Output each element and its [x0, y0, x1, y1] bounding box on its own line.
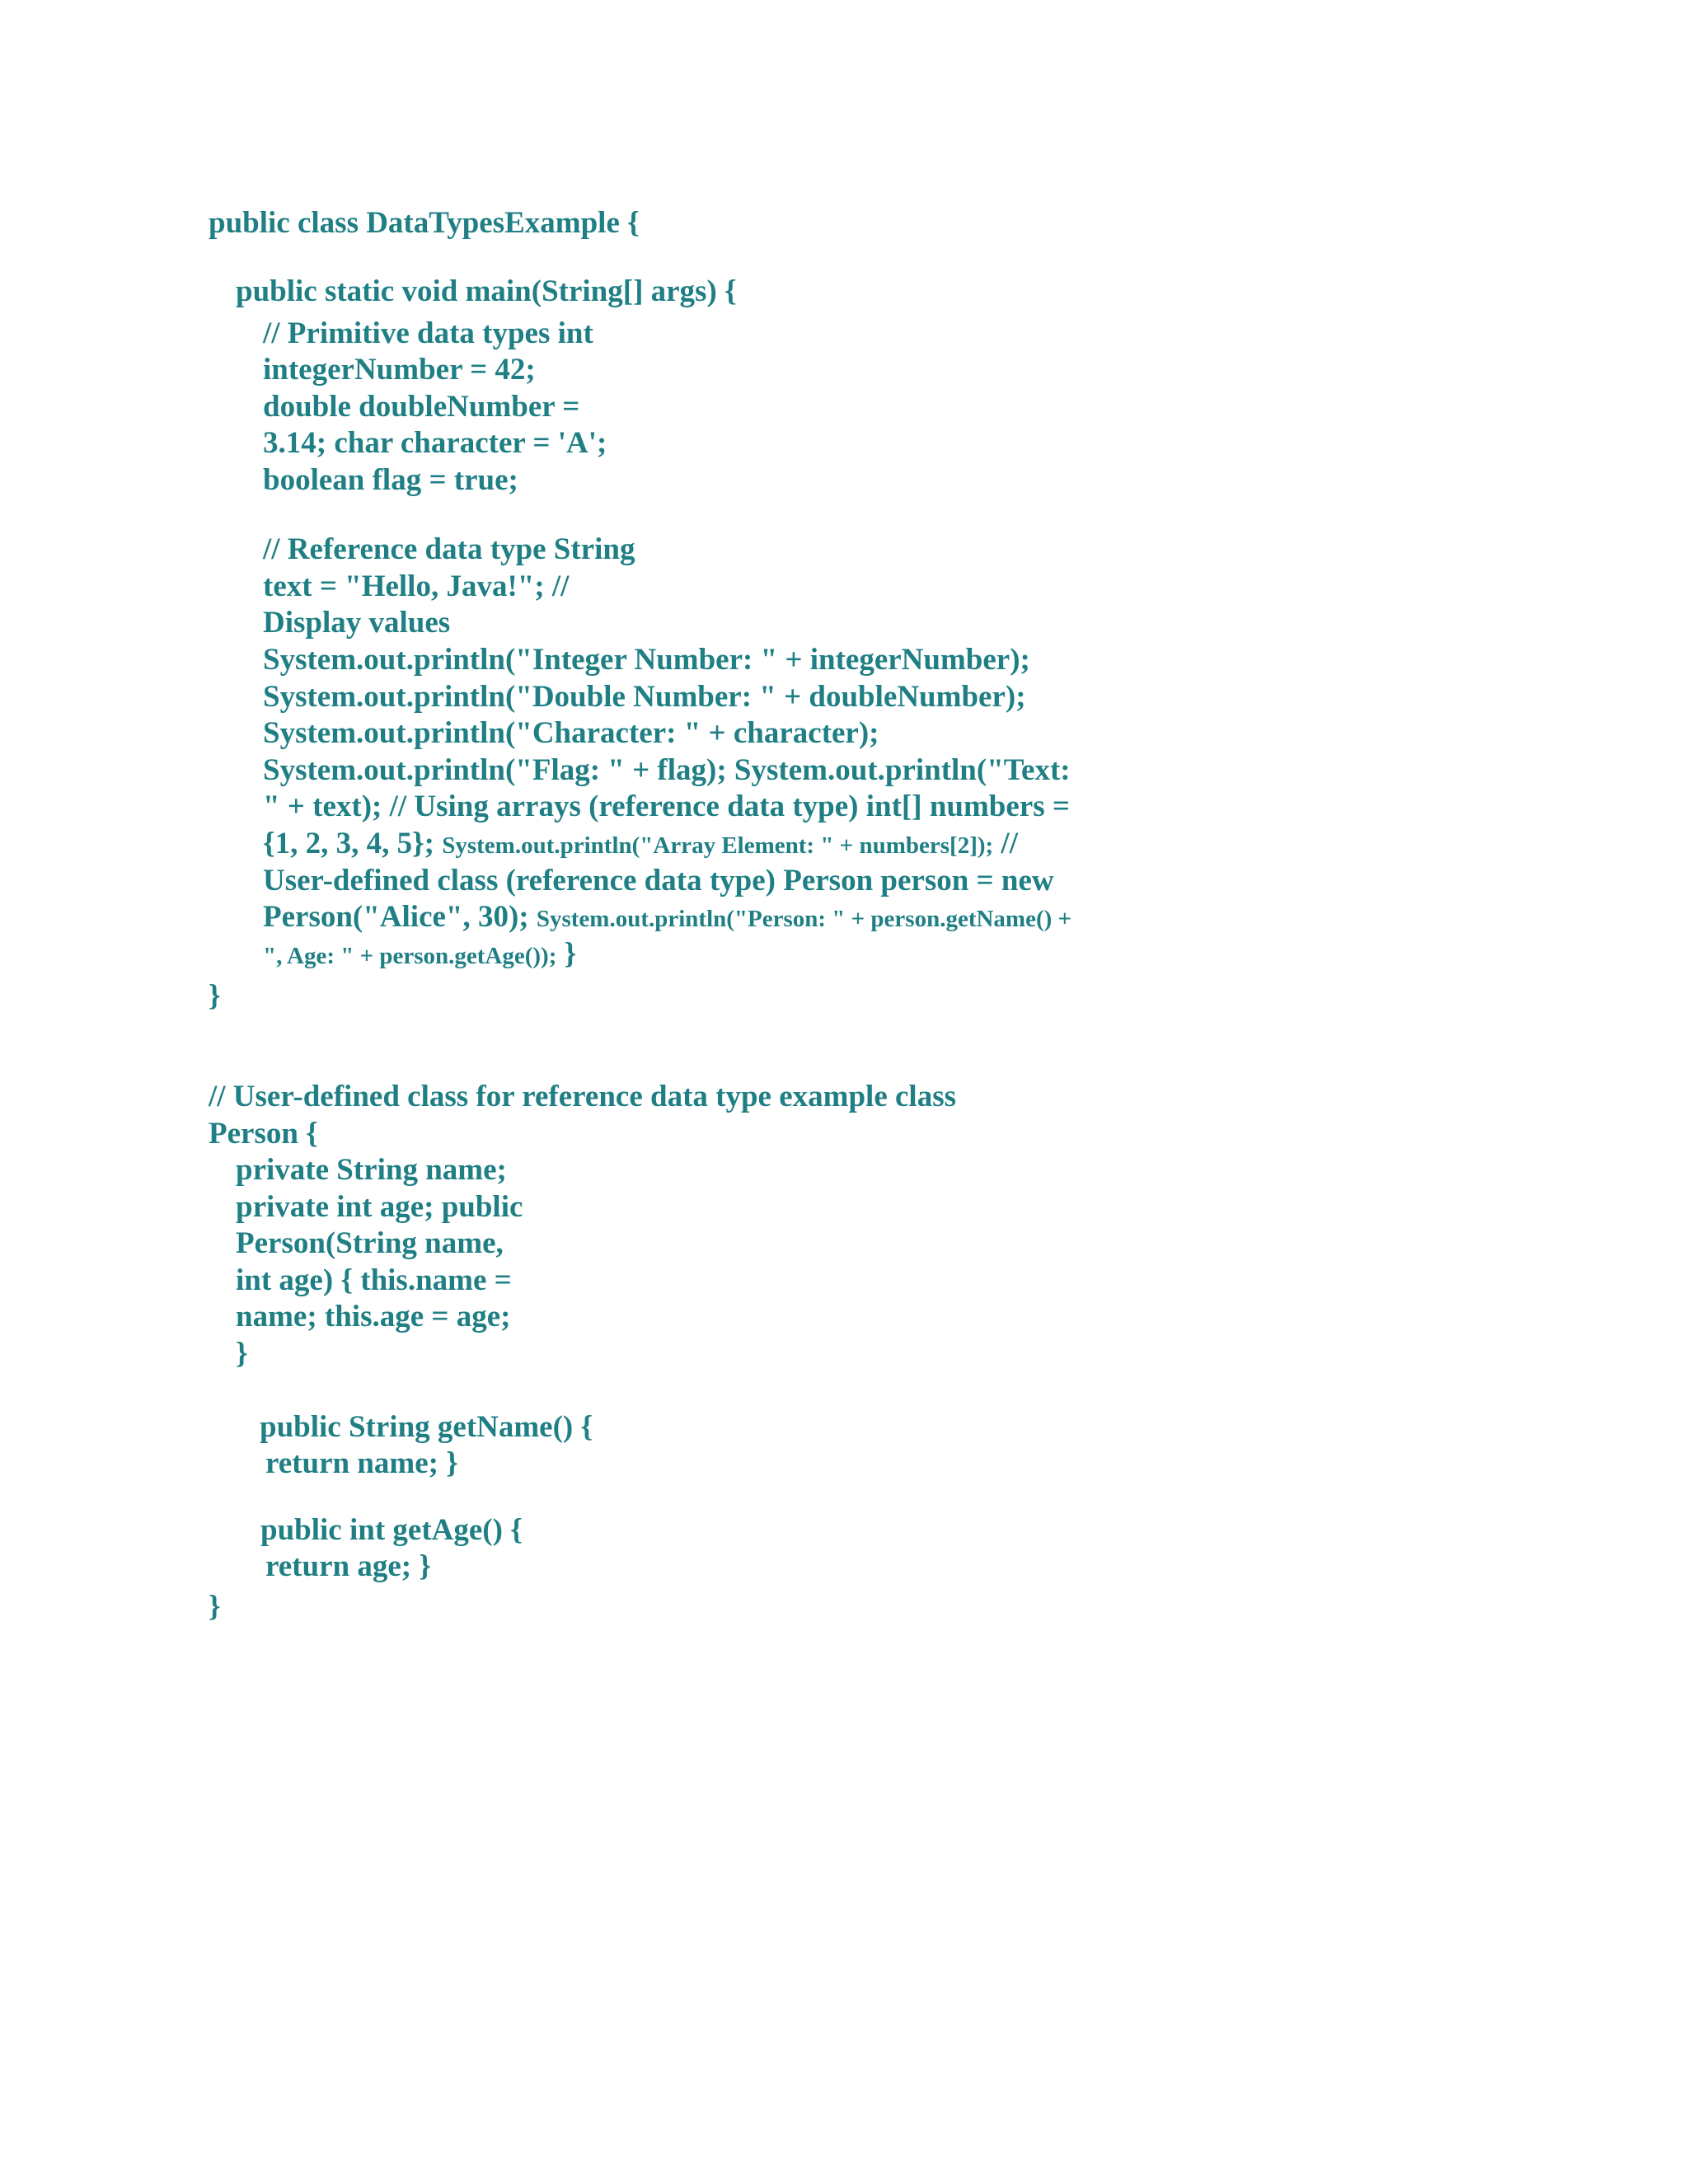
code-line: // User-defined class for reference data type example class: [209, 1080, 956, 1113]
code-line: Person(String name,: [236, 1226, 504, 1260]
code-segment-small: ", Age: " + person.getAge());: [263, 943, 557, 969]
code-line: System.out.println("Character: " + character);: [263, 716, 879, 750]
code-line: // Reference data type String: [263, 532, 635, 566]
code-line: double doubleNumber =: [263, 390, 580, 424]
code-line: return name; }: [265, 1446, 458, 1480]
code-line: [263, 826, 1018, 864]
code-segment: {1, 2, 3, 4, 5};: [263, 827, 434, 860]
code-line: public class DataTypesExample {: [209, 206, 640, 240]
code-segment: Person("Alice", 30);: [263, 900, 529, 934]
code-segment-small: System.out.println("Array Element: " + numbers[2]);: [442, 832, 994, 859]
code-line: }: [209, 1590, 221, 1624]
code-line: name; this.age = age;: [236, 1300, 511, 1333]
code-line: [263, 899, 1071, 937]
code-line: private int age; public: [236, 1190, 523, 1224]
code-line: boolean flag = true;: [263, 463, 518, 497]
code-line: 3.14; char character = 'A';: [263, 426, 607, 460]
code-segment-small: System.out.println("Person: " + person.getName() +: [536, 906, 1072, 932]
code-line: " + text); // Using arrays (reference data type) int[] numbers =: [263, 790, 1070, 823]
code-line: public String getName() {: [260, 1410, 593, 1444]
code-line: text = "Hello, Java!"; //: [263, 569, 570, 603]
code-line: }: [236, 1337, 248, 1371]
code-line: [263, 936, 576, 974]
code-line: // Primitive data types int: [263, 316, 593, 350]
code-line: Person {: [209, 1117, 318, 1151]
code-line: private String name;: [236, 1153, 507, 1187]
code-segment: //: [1001, 827, 1018, 860]
code-line: System.out.println("Integer Number: " + integerNumber);: [263, 643, 1030, 677]
code-line: int age) { this.name =: [236, 1263, 512, 1297]
code-line: User-defined class (reference data type) Person person = new: [263, 864, 1054, 898]
code-line: System.out.println("Flag: " + flag); System.out.println("Text:: [263, 753, 1071, 787]
code-line: public static void main(String[] args) {: [236, 274, 737, 308]
code-line: Display values: [263, 606, 451, 640]
code-line: return age; }: [265, 1549, 431, 1583]
code-line: System.out.println("Double Number: " + doubleNumber);: [263, 680, 1026, 714]
code-line: public int getAge() {: [260, 1513, 523, 1547]
code-segment: }: [564, 937, 577, 971]
code-line: }: [209, 979, 221, 1013]
code-line: integerNumber = 42;: [263, 353, 536, 387]
